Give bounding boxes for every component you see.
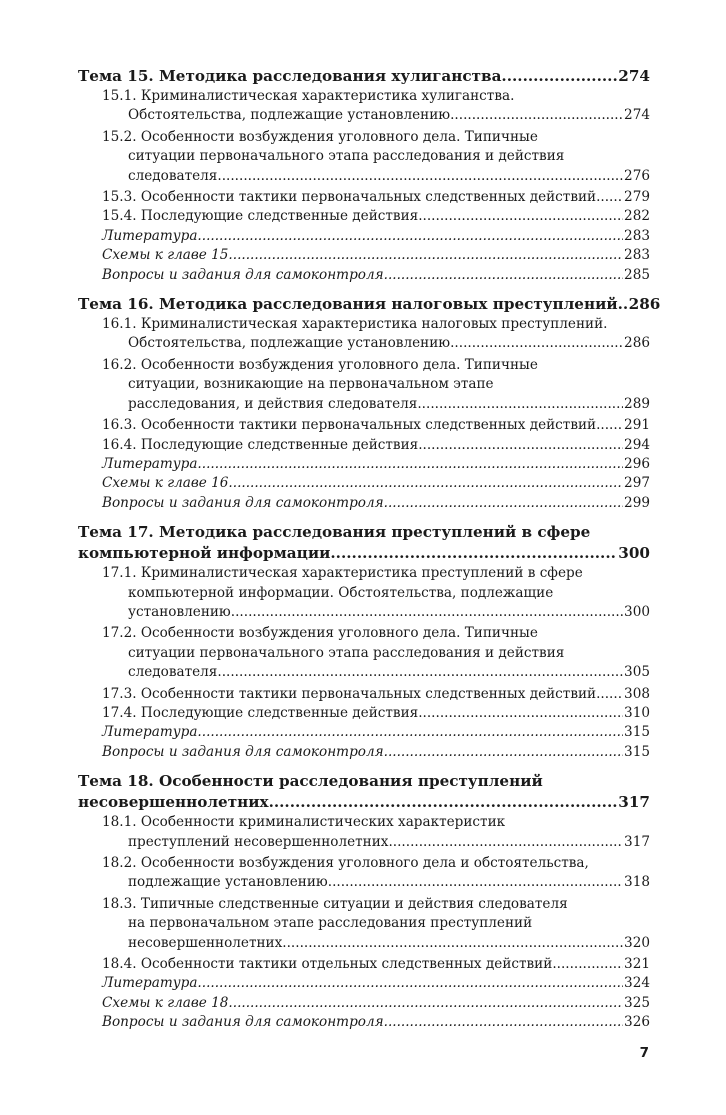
toc-entry-questions[interactable]: Вопросы и задания для самоконтроля ..... 285 xyxy=(78,266,650,285)
toc-entry-questions[interactable]: Вопросы и задания для самоконтроля ..... 299 xyxy=(78,494,650,513)
toc-heading[interactable] xyxy=(78,294,661,315)
toc-entry[interactable]: 17.3. Особенности тактики первоначальных следственных действий ..... 308 xyxy=(78,685,650,704)
toc-entry[interactable]: 15.2. Особенности возбуждения уголовного дела. Типичные ситуации первоначального этапа расследования и действия следователя ..... 276 xyxy=(78,128,650,186)
toc-entry[interactable]: 18.4. Особенности тактики отдельных следственных действий ..... 321 xyxy=(78,955,650,974)
toc-heading-title-line1: Тема 18. Особенности расследования преступлений xyxy=(78,772,543,791)
toc-heading[interactable] xyxy=(78,771,650,813)
toc-entry[interactable]: 15.3. Особенности тактики первоначальных следственных действий ..... 279 xyxy=(78,188,650,207)
toc-entry[interactable]: 18.3. Типичные следственные ситуации и действия следователя на первоначальном этапе расследования преступлений несовершеннолетних ..... 320 xyxy=(78,895,650,953)
toc-entry[interactable]: 18.1. Особенности криминалистических характеристик преступлений несовершеннолетних ..... 317 xyxy=(78,813,650,852)
toc-heading[interactable] xyxy=(78,66,650,87)
toc-entry[interactable]: 17.1. Криминалистическая характеристика преступлений в сфере компьютерной информации. Обстоятельства, подлежащие установлению ..... 300 xyxy=(78,564,650,622)
toc-heading-page: 317 xyxy=(618,793,650,812)
toc-heading-page: 286 xyxy=(628,295,661,314)
table-of-contents xyxy=(78,66,661,1042)
toc-entry[interactable]: 17.4. Последующие следственные действия ..... 310 xyxy=(78,704,650,723)
toc-heading-page: 274 xyxy=(618,67,650,85)
toc-heading-page: 300 xyxy=(618,544,650,563)
toc-heading-title: Тема 15. Методика расследования хулиганства xyxy=(78,67,502,85)
toc-section-16 xyxy=(78,294,661,513)
toc-heading-title: несовершеннолетних xyxy=(78,793,269,812)
toc-heading-title: компьютерной информации xyxy=(78,544,331,563)
toc-section-17 xyxy=(78,522,650,762)
page-number: 7 xyxy=(639,1045,649,1061)
toc-entry[interactable]: 16.3. Особенности тактики первоначальных следственных действий ..... 291 xyxy=(78,416,650,435)
toc-heading[interactable] xyxy=(78,522,650,564)
toc-entry[interactable]: 17.2. Особенности возбуждения уголовного дела. Типичные ситуации первоначального этапа расследования и действия следователя ..... 305 xyxy=(78,624,650,682)
toc-entry-literature[interactable]: Литература ..... 283 xyxy=(78,227,650,246)
toc-entry-schemes[interactable]: Схемы к главе 16 ..... 297 xyxy=(78,474,650,493)
toc-heading-title-line1: Тема 17. Методика расследования преступлений в сфере xyxy=(78,523,591,542)
toc-entry-schemes[interactable]: Схемы к главе 15 ..... 283 xyxy=(78,246,650,265)
toc-entry[interactable]: 18.2. Особенности возбуждения уголовного дела и обстоятельства, подлежащие установлению ..... 318 xyxy=(78,854,650,893)
toc-entry-questions[interactable]: Вопросы и задания для самоконтроля ..... 315 xyxy=(78,743,650,762)
toc-entry-literature[interactable]: Литература ..... 315 xyxy=(78,723,650,742)
toc-section-18 xyxy=(78,771,650,1032)
toc-entry[interactable]: 15.4. Последующие следственные действия ..... 282 xyxy=(78,207,650,226)
toc-entry[interactable]: 16.2. Особенности возбуждения уголовного дела. Типичные ситуации, возникающие на первоначальном этапе расследования, и действия следователя ..... 289 xyxy=(78,356,650,414)
toc-entry[interactable]: 16.4. Последующие следственные действия ..... 294 xyxy=(78,436,650,455)
toc-section-15 xyxy=(78,66,650,285)
toc-entry-literature[interactable]: Литература ..... 324 xyxy=(78,974,650,993)
toc-heading-title: Тема 16. Методика расследования налоговых преступлений xyxy=(78,295,618,314)
toc-entry[interactable]: 16.1. Криминалистическая характеристика налоговых преступлений. Обстоятельства, подлежащие установлению ..... 286 xyxy=(78,315,650,354)
toc-entry-literature[interactable]: Литература ..... 296 xyxy=(78,455,650,474)
toc-entry-questions[interactable]: Вопросы и задания для самоконтроля ..... 326 xyxy=(78,1013,650,1032)
toc-entry-schemes[interactable]: Схемы к главе 18 ..... 325 xyxy=(78,994,650,1013)
toc-entry[interactable]: 15.1. Криминалистическая характеристика хулиганства. Обстоятельства, подлежащие установлению ..... 274 xyxy=(78,87,650,126)
